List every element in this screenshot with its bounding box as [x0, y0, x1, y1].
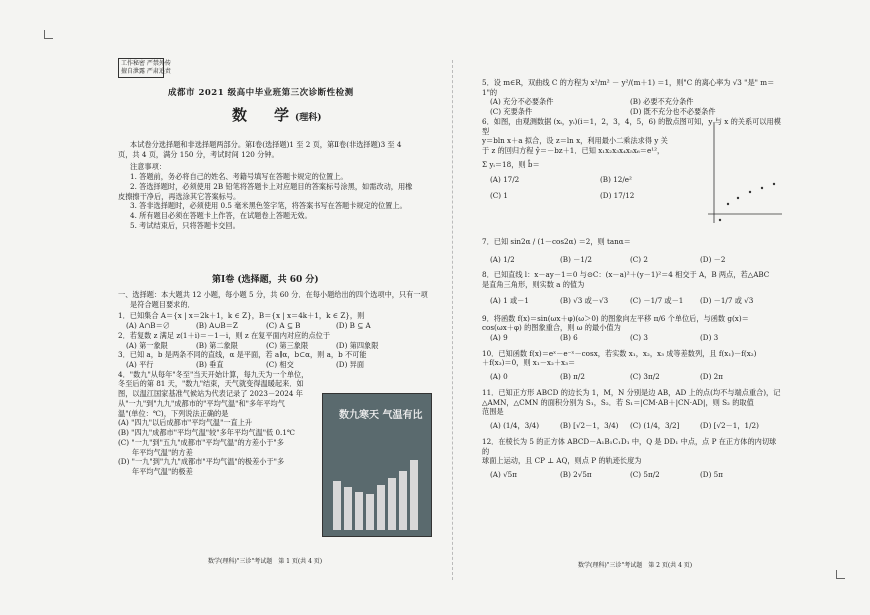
option: (A) "四九"以后成都市"平均气温"一直上升: [118, 418, 253, 428]
figure-bar: [333, 481, 341, 531]
scatter-plot: [704, 118, 784, 228]
notice-item: 2. 答选择题时，必须使用 2B 铅笔将答题卡上对应题目的答案标号涂黑，如需改动，用橡: [130, 181, 413, 191]
option: (C) 1: [490, 191, 508, 201]
intro-line: 本试卷分选择题和非选择题两部分。第Ⅰ卷(选择题)1 至 2 页，第Ⅱ卷(非选择题)3 至 4: [130, 140, 402, 149]
crop-mark: [836, 570, 845, 579]
question-10: [482, 349, 782, 368]
options-7: [482, 255, 782, 265]
option: (A) 1 或－1: [490, 295, 529, 305]
option: (B) π/2: [560, 372, 585, 382]
options-8: [482, 296, 782, 306]
page-footer: 数学(理科)"三诊"考试题 第 1 页(共 4 页): [208, 558, 323, 565]
figure-bar: [355, 492, 363, 530]
option: (D) 第四象限: [336, 340, 379, 350]
option: (D) 既不充分也不必要条件: [630, 107, 716, 117]
option: (B) －1/2: [560, 254, 592, 264]
question-line: Σ yᵢ＝18，则 b̂＝: [482, 159, 540, 169]
figure-bar: [388, 478, 396, 530]
option: (D) 5π: [700, 469, 723, 479]
question-line: 11．已知正方形 ABCD 的边长为 1，M，N 分别是边 AB，AD 上的点(均不与端点重合)，记: [482, 387, 781, 397]
option: (C) 第三象限: [266, 340, 309, 350]
figure-caption: 数九寒天 气温有比: [339, 410, 423, 421]
option: (D) －2: [700, 254, 726, 264]
option: (C) 3π/2: [630, 372, 660, 382]
option: (A) 0: [490, 372, 508, 382]
option: (A) 第一象限: [126, 340, 168, 350]
question-line: 球面上运动，且 CP ⊥ AQ，则点 P 的轨迹长度为: [482, 456, 642, 466]
exam-title: 成都市 2021 级高中毕业班第三次诊断性检测: [168, 88, 354, 98]
figure-bar: [399, 471, 407, 530]
notice-item: 3. 答非选择题时，必须使用 0.5 毫米黑色签字笔，将答案书写在答题卡规定的位置上。: [130, 201, 407, 211]
question-5: 5．设 m∈R，双曲线 C 的方程为 x²/m² － y²/(m＋1) ＝1，则"C 的离心率为 √3 "是" m＝1"的: [482, 78, 775, 97]
question-4: [118, 370, 318, 477]
option: (C) 2: [630, 254, 648, 264]
left-page: [118, 140, 438, 230]
question-line: 冬至后的第 81 天，"数九"结束，天气就变得温暖起来．如: [118, 379, 304, 389]
question-line: 温"(单位：℃)，下列说法正确的是: [118, 408, 229, 418]
question-line: 图，以温江国家基准气候站为代表记录了 2023－2024 年: [118, 389, 303, 399]
option: (B) [√2－1，3/4): [560, 421, 619, 431]
question-line: 9．将函数 f(x)＝sin(ωx＋φ)(ω＞0) 的图象向左平移 π/6 个单位后，与函数 g(x)＝: [482, 313, 749, 323]
data-point: [719, 219, 721, 221]
question-line: 12．在棱长为 5 的正方体 ABCD－A₁B₁C₁D₁ 中，Q 是 DD₁ 中点，点 P 在正方体的内切球的: [482, 436, 777, 456]
question-line: 范围是: [482, 407, 504, 417]
option: 年平均气温"的极差: [132, 466, 193, 476]
option: (B) √3 或－√3: [560, 295, 609, 305]
option: (B) 垂直: [196, 360, 224, 370]
notice-item: 皮擦擦干净后，再选涂其它答案标号。: [118, 191, 241, 201]
notice-item: 5. 考试结束后，只将答题卡交回。: [130, 220, 240, 230]
option: (D) 17/12: [600, 191, 635, 201]
data-point: [773, 183, 775, 185]
data-point: [737, 197, 739, 199]
intro-line: 页，共 4 页，满分 150 分，考试时间 120 分钟。: [118, 149, 279, 159]
option: (C) 3: [630, 333, 648, 343]
option: (C) A ⊆ B: [266, 321, 301, 331]
question-11: [482, 388, 782, 417]
options-12: [482, 470, 782, 480]
subject-title: 数 学(理科): [232, 106, 322, 124]
option: (A) √5π: [490, 469, 517, 479]
section-instruction: 一、选择题：本大题共 12 小题，每小题 5 分，共 60 分．在每小题给出的四个选项中，只有一项: [118, 290, 428, 299]
stamp-line: 工作秘密 严禁外传: [121, 60, 171, 67]
option: (D) －1/7 或 √3: [700, 295, 754, 305]
option: (B) 6: [560, 333, 578, 343]
option: (A) A∩B＝∅: [126, 321, 170, 331]
question-line: 10．已知函数 f(x)＝eˣ－e⁻ˣ－cosx，若实数 x₁，x₂，x₃ 成等差数列，且 f(x₁)－f(x₂): [482, 348, 757, 358]
option: (B) A∪B＝Z: [196, 321, 238, 331]
notice-item: 4. 所有题目必须在答题卡上作答，在试题卷上答题无效。: [130, 211, 312, 221]
options-3: [118, 360, 438, 370]
question-line: ＋f(x₃)＝0，则 x₁－x₂＋x₃＝: [482, 358, 576, 368]
option: (C) －1/7 或－1: [630, 295, 684, 305]
options-10: [482, 372, 782, 382]
question-7: 7．已知 sin2α / (1－cos2α) ＝2，则 tanα＝: [482, 237, 631, 246]
question-line: cos(ωx＋φ) 的图象重合，则 ω 的最小值为: [482, 323, 621, 333]
option: 年平均气温"的方差: [132, 447, 193, 457]
question-line: 8．已知直线 l：x－ay－1＝0 与⊙C：(x－a)²＋(y－1)²＝4 相交于 A，B 两点，若△ABC: [482, 270, 770, 280]
section-instruction: 是符合题目要求的．: [130, 299, 195, 309]
page-divider: [452, 60, 453, 580]
options-2: [118, 341, 438, 351]
option: (A) 充分不必要条件: [490, 97, 554, 107]
data-point: [749, 191, 751, 193]
page-footer: 数学(理科)"三诊"考试题 第 2 页(共 4 页): [578, 562, 693, 569]
question-3: 3．已知 a，b 是两条不同的直线，α 是平面，若 a∥α，b⊂α，则 a，b 不可能: [118, 350, 367, 360]
option: (A) 平行: [126, 360, 154, 370]
question-line: 从"一九"到"九九"成都市的"平均气温"和"多年平均气: [118, 398, 285, 408]
option: (B) 必要不充分条件: [630, 97, 694, 107]
option: (D) [√2－1，1/2): [700, 421, 759, 431]
question-line: 于 z 的回归方程 ŷ＝－bz＋1．已知 x₁x₂x₃x₄x₅x₆＝e¹²，: [482, 146, 665, 156]
temperature-figure: [322, 393, 432, 537]
option: (A) 1/2: [490, 254, 515, 264]
option: (C) 5π/2: [630, 469, 660, 479]
option: (B) 12/e²: [600, 175, 632, 185]
option: (A) 17/2: [490, 175, 520, 185]
option: (A) 9: [490, 333, 508, 343]
figure-bar: [410, 460, 418, 530]
question-2: 2．若复数 z 满足 z(1＋i)＝－1－i，则 z 在复平面内对应的点位于: [118, 330, 331, 340]
question-line: 6．如图，由观测数据 (xᵢ，yᵢ)(i＝1，2，3，4，5，6) 的散点图可知，y 与 x 的关系可以用模型: [482, 116, 781, 136]
option: (C) 充要条件: [490, 107, 533, 117]
option: (D) 3: [700, 333, 719, 343]
question-line: 是直角三角形，则实数 a 的值为: [482, 280, 585, 290]
stamp-line: 擅自泄露 严肃追责: [121, 67, 171, 75]
right-questions: [482, 237, 782, 480]
crop-mark: [44, 30, 53, 39]
option: (D) 异面: [336, 360, 365, 370]
option: (D) "一九"到"九九"成都市"平均气温"的极差小于"多: [118, 457, 285, 467]
options-11: [482, 421, 782, 431]
question-9: [482, 314, 782, 333]
question-1: 1．已知集合 A＝{x | x＝2k＋1，k ∈ Z}，B＝{x | x＝4k＋1，k ∈ Z}，则: [118, 311, 365, 321]
option: (D) B ⊆ A: [336, 321, 371, 331]
question-line: 4．"数九"从每年"冬至"当天开始计算，每九天为一个单位，: [118, 369, 309, 379]
notice-item: 1. 答题前，务必将自己的姓名、考籍号填写在答题卡规定的位置上。: [130, 172, 348, 182]
confidential-stamp: [118, 58, 171, 78]
data-point: [727, 203, 729, 205]
question-8: [482, 270, 782, 289]
part1-title: 第Ⅰ卷 (选择题，共 60 分): [212, 275, 319, 285]
option: (B) 2√5π: [560, 469, 592, 479]
question-line: △AMN，△CMN 的面积分别为 S₁，S₂．若 S₁＝|CM·AB＋|CN·AD|，则 S₂ 的取值: [482, 397, 754, 407]
option: (C) "一九"到"五九"成都市"平均气温"的方差小于"多: [118, 437, 284, 447]
figure-bar: [366, 494, 374, 530]
data-point: [761, 187, 763, 189]
option: (A) (1/4，3/4): [490, 421, 540, 431]
options-1: [118, 321, 438, 331]
figure-bar: [344, 487, 352, 530]
figure-bar: [377, 485, 385, 530]
notice-title: 注意事项：: [130, 162, 166, 172]
option: (D) 2π: [700, 372, 723, 382]
question-line: y＝bln x＋a 拟合，设 z＝ln x，利用最小二乘法求得 y 关: [482, 136, 668, 146]
option: (B) "四九"成都市"平均气温"较"多年平均气温"低 0.1℃: [118, 428, 295, 438]
option: (C) 相交: [266, 360, 294, 370]
option: (C) (1/4，3/2]: [630, 421, 680, 431]
question-12: [482, 437, 782, 466]
options-5: [482, 97, 782, 116]
option: (B) 第二象限: [196, 340, 238, 350]
options-9: [482, 333, 782, 343]
